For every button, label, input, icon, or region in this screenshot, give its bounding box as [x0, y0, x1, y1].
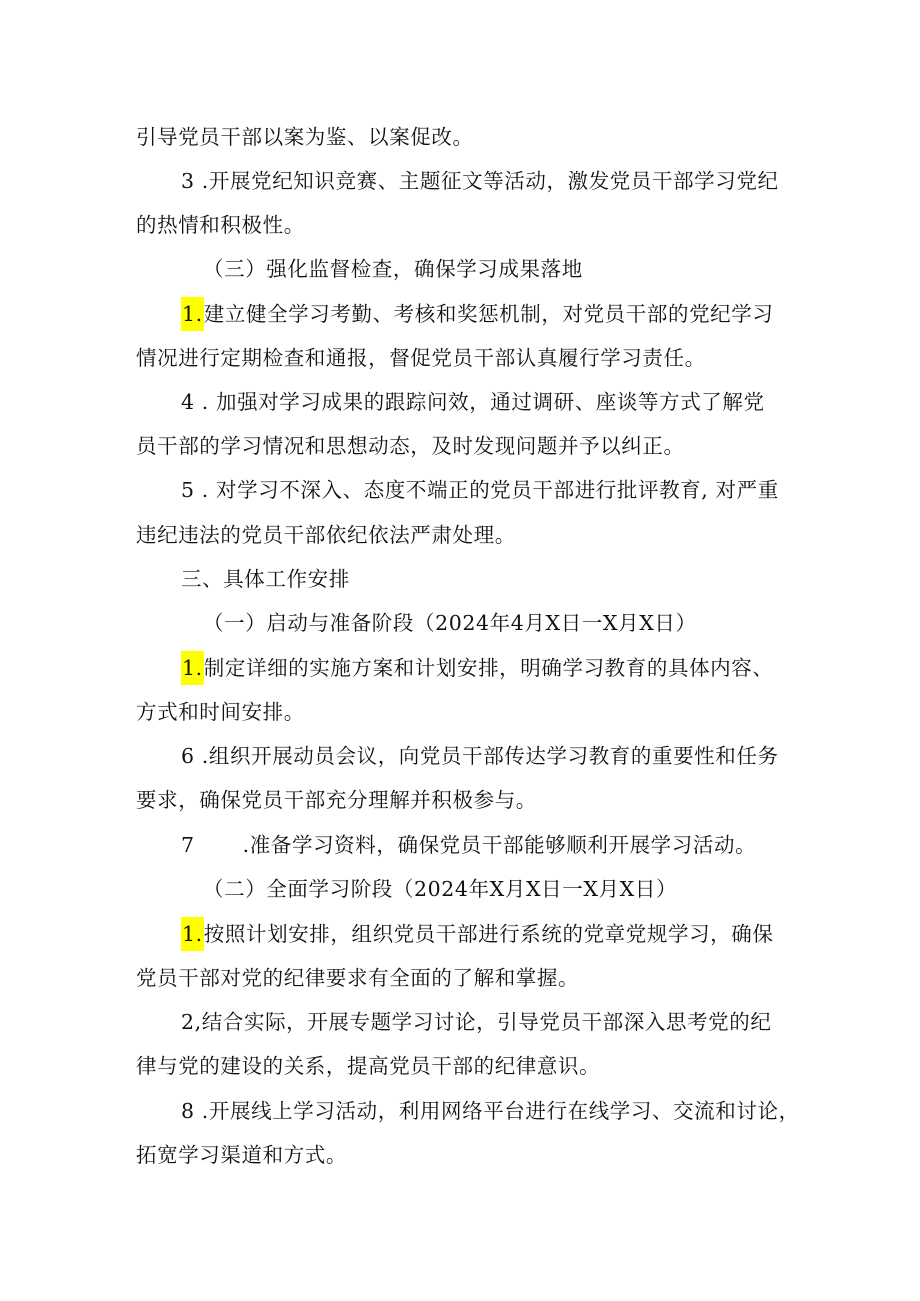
item-number: 4	[181, 390, 195, 414]
line-text: 按照计划安排，组织党员干部进行系统的党章党规学习，确保	[203, 922, 774, 946]
item-number: 2,	[181, 1010, 202, 1034]
highlighted-item-number: 1.	[181, 297, 204, 331]
text-line	[136, 429, 685, 463]
subsection-heading	[203, 252, 583, 286]
text-line	[136, 961, 579, 995]
list-item	[181, 164, 779, 198]
line-text: 律与党的建设的关系，提高党员干部的纪律意识。	[136, 1054, 601, 1078]
highlighted-item-number: 1.	[181, 651, 204, 685]
list-item	[181, 297, 773, 331]
item-number: 5	[181, 478, 195, 502]
line-text: 党员干部对党的纪律要求有全面的了解和掌握。	[136, 966, 580, 990]
subsection-heading	[203, 606, 697, 640]
line-text: 违纪违法的党员干部依纪依法严肃处理。	[136, 523, 516, 547]
line-text: 建立健全学习考勤、考核和奖惩机制，对党员干部的党纪学习	[203, 302, 774, 326]
line-text: 引导党员干部以案为鉴、以案促改。	[136, 125, 474, 149]
item-number: 8	[181, 1099, 195, 1123]
line-text: 结合实际，开展专题学习讨论，引导党员干部深入思考党的纪	[201, 1010, 772, 1034]
line-text: 要求，确保党员干部充分理解并积极参与。	[136, 788, 537, 812]
list-item	[181, 1005, 771, 1039]
item-number: 6	[181, 744, 195, 768]
line-text: 情况进行定期检查和通报，督促党员干部认真履行学习责任。	[136, 346, 706, 370]
line-text: 制定详细的实施方案和计划安排，明确学习教育的具体内容、	[203, 656, 774, 680]
text-line	[136, 208, 305, 242]
heading-text: （二）全面学习阶段（2024年X月X日一X月X日）	[203, 877, 678, 901]
list-item	[181, 1094, 800, 1128]
text-line	[136, 783, 537, 817]
list-item	[181, 651, 773, 685]
list-item	[181, 473, 779, 507]
item-number: 7	[181, 833, 195, 857]
line-text: 员干部的学习情况和思想动态，及时发现问题并予以纠正。	[136, 434, 685, 458]
line-text: . 加强对学习成果的跟踪问效，通过调研、座谈等方式了解党	[194, 390, 765, 414]
line-text: .组织开展动员会议，向党员干部传达学习教育的重要性和任务	[194, 744, 779, 768]
list-item	[181, 917, 773, 951]
line-text: .开展线上学习活动，利用网络平台进行在线学习、交流和讨论，	[194, 1099, 800, 1123]
text-line	[136, 1049, 600, 1083]
heading-text: 三、具体工作安排	[181, 567, 350, 591]
line-text: 方式和时间安排。	[136, 700, 305, 724]
line-text: .开展党纪知识竞赛、主题征文等活动，激发党员干部学习党纪	[194, 169, 779, 193]
list-item	[181, 739, 779, 773]
highlighted-item-number: 1.	[181, 917, 204, 951]
heading-text: （一）启动与准备阶段（2024年4月X日一X月X日）	[203, 611, 697, 635]
text-line	[136, 341, 706, 375]
heading-text: （三）强化监督检查，确保学习成果落地	[203, 257, 583, 281]
item-number: 3	[181, 169, 195, 193]
list-item	[181, 828, 756, 862]
text-line	[136, 120, 474, 154]
line-text: . 对学习不深入、态度不端正的党员干部进行批评教育, 对严重	[194, 478, 779, 502]
text-line	[136, 518, 516, 552]
section-heading	[181, 562, 350, 596]
line-text: .准备学习资料，确保党员干部能够顺利开展学习活动。	[242, 833, 757, 857]
text-line	[136, 695, 305, 729]
line-text: 的热情和积极性。	[136, 213, 305, 237]
list-item	[181, 385, 765, 419]
subsection-heading	[203, 872, 677, 906]
line-text: 拓宽学习渠道和方式。	[136, 1143, 347, 1167]
text-line	[136, 1138, 347, 1172]
